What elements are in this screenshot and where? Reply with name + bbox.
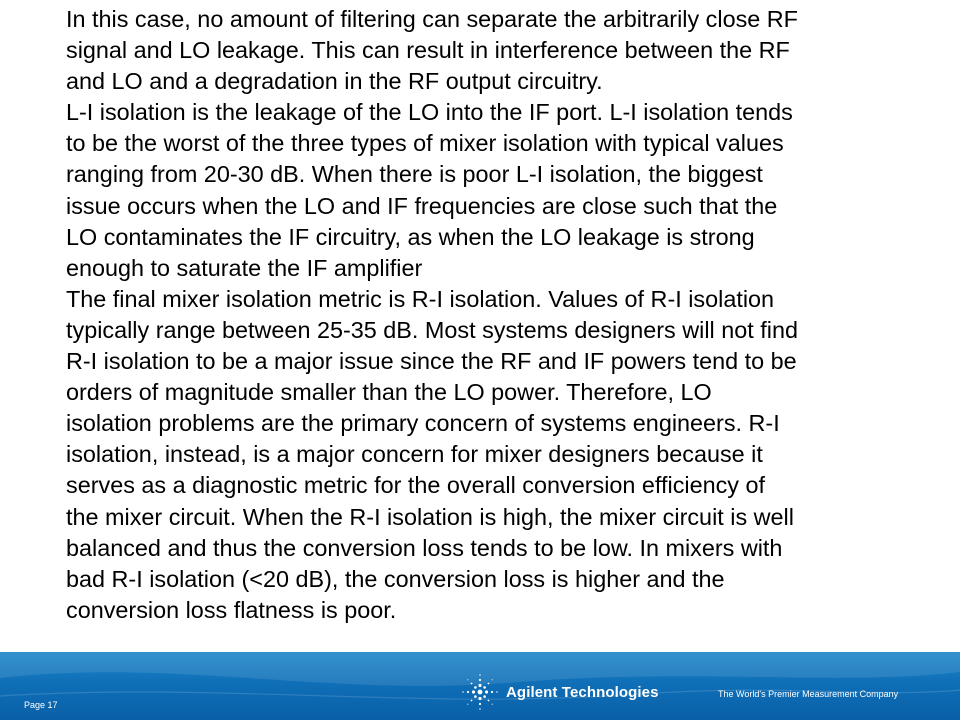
- paragraph-rf-lo-interference: [66, 4, 926, 97]
- brand-name: Agilent Technologies: [506, 683, 659, 701]
- agilent-logo: [460, 672, 659, 712]
- text-line: typically range between 25-35 dB. Most systems designers will not find: [66, 316, 798, 343]
- text-line: serves as a diagnostic metric for the overall conversion efficiency of: [66, 472, 766, 499]
- text-line: to be the worst of the three types of mixer isolation with typical values: [66, 130, 784, 157]
- company-tagline: The World's Premier Measurement Company: [718, 689, 899, 699]
- text-line: and LO and a degradation in the RF output circuitry.: [66, 68, 603, 95]
- text-line: In this case, no amount of filtering can separate the arbitrarily close RF: [66, 6, 798, 32]
- spark-icon: [460, 672, 500, 712]
- text-line: isolation, instead, is a major concern for mixer designers because it: [66, 441, 763, 468]
- paragraph-ri-isolation: [66, 284, 926, 626]
- footer-bar: [0, 652, 960, 720]
- text-line: R-I isolation to be a major issue since the RF and IF powers tend to be: [66, 348, 797, 375]
- text-line: signal and LO leakage. This can result in interference between the RF: [66, 37, 790, 64]
- text-line: isolation problems are the primary concern of systems engineers. R-I: [66, 410, 780, 437]
- slide-body: [66, 4, 926, 626]
- text-line: L-I isolation is the leakage of the LO into the IF port. L-I isolation tends: [66, 99, 793, 126]
- text-line: balanced and thus the conversion loss tends to be low. In mixers with: [66, 534, 783, 561]
- text-line: conversion loss flatness is poor.: [66, 596, 397, 623]
- paragraph-li-isolation: [66, 97, 926, 284]
- text-line: enough to saturate the IF amplifier: [66, 254, 423, 281]
- text-line: the mixer circuit. When the R-I isolation is high, the mixer circuit is well: [66, 503, 794, 530]
- text-line: bad R-I isolation (<20 dB), the conversion loss is higher and the: [66, 565, 725, 592]
- text-line: The final mixer isolation metric is R-I isolation. Values of R-I isolation: [66, 285, 775, 312]
- page-number: Page 17: [24, 700, 58, 710]
- text-line: LO contaminates the IF circuitry, as when the LO leakage is strong: [66, 223, 755, 250]
- text-line: issue occurs when the LO and IF frequencies are close such that the: [66, 192, 778, 219]
- text-line: orders of magnitude smaller than the LO power. Therefore, LO: [66, 379, 712, 406]
- text-line: ranging from 20-30 dB. When there is poor L-I isolation, the biggest: [66, 161, 763, 188]
